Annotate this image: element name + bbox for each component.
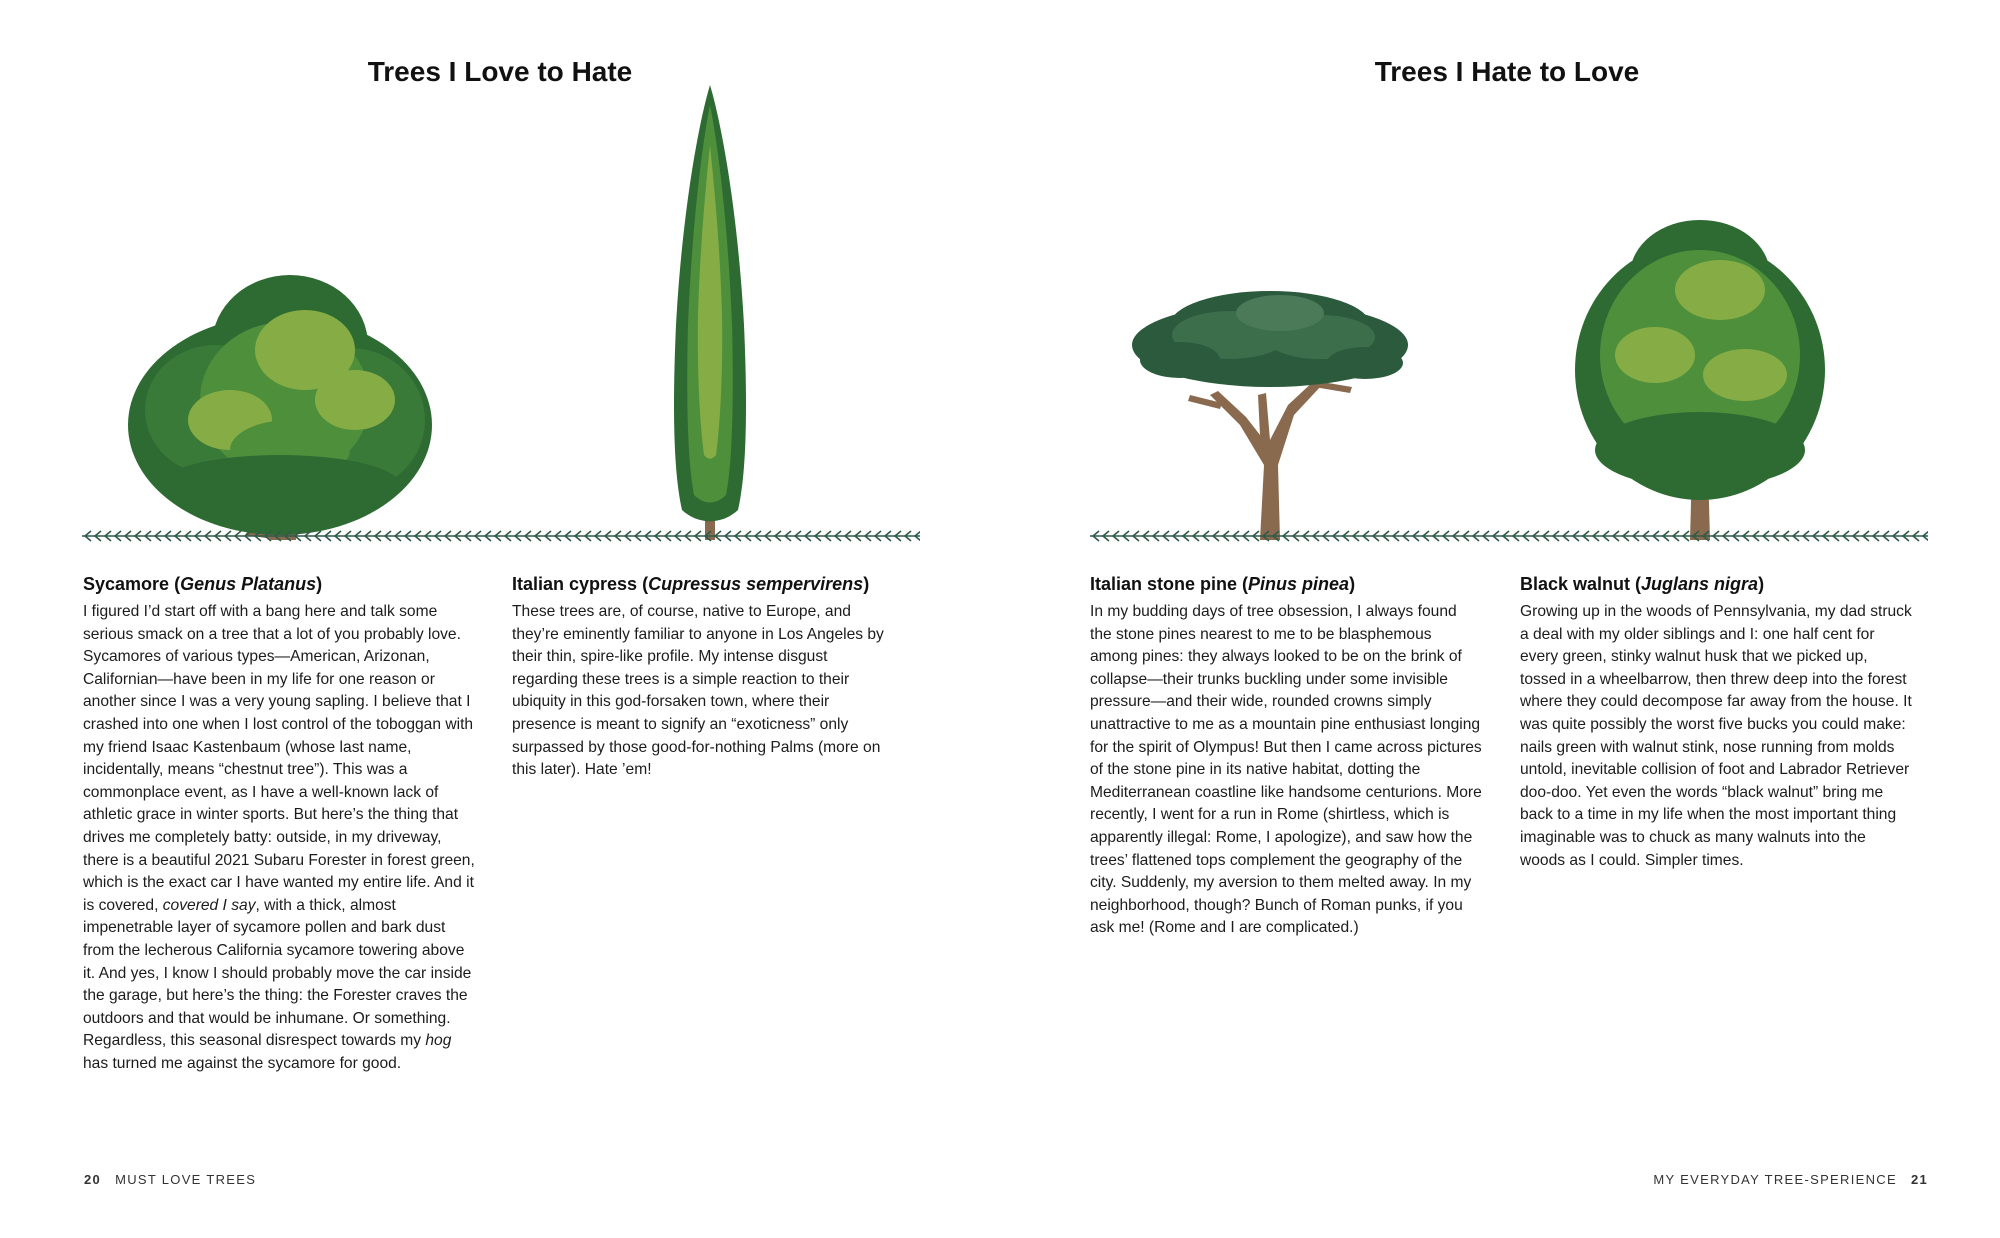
black-walnut-illustration bbox=[1570, 215, 1830, 540]
sycamore-heading: Sycamore (Genus Platanus) bbox=[83, 574, 323, 594]
left-page-number: 20 bbox=[84, 1172, 102, 1187]
italian-stone-pine-body: In my budding days of tree obsession, I always found the stone pines nearest to me to be blasphemous among pines: they always looked to be on the brink of collapse—their trunks buckling under some invisible pressure—and their wide, rounded crowns simply unattractive to me as a mountain pine enthusiast longing for the spirit of Olympus! But then I came across pictures of the stone pine in its native habitat, dotting the Mediterranean coastline like handsome centurions. More recently, I went for a run in Rome (shirtless, which is apparently illegal: Rome, I apologize), and saw how the trees’ flattened tops complement the geography of the city. Suddenly, my aversion to them melted away. In my neighborhood, though? Bunch of Roman punks, if you ask me! (Rome and I are complicated.) bbox=[1090, 603, 1482, 937]
right-running-head: MY EVERYDAY TREE-SPERIENCE bbox=[1653, 1172, 1897, 1187]
black-walnut-body: Growing up in the woods of Pennsylvania, my dad struck a deal with my older siblings and I: one half cent for every green, stinky walnut husk that we picked up, tossed in a wheelbarrow, then threw deep into the forest where they could decompose far away from the house. It was quite possibly the worst five bucks you could make: nails green with walnut stink, nose running from molds untold, inevitable collision of foot and Labrador Retriever doo-doo. Yet even the words “black walnut” bring me back to a time in my life when the most important thing imaginable was to chuck as many walnuts into the woods as I could. Simpler times. bbox=[1520, 603, 1912, 869]
left-ground-line bbox=[82, 528, 920, 544]
left-running-head: MUST LOVE TREES bbox=[115, 1172, 257, 1187]
italian-cypress-heading: Italian cypress (Cupressus sempervirens) bbox=[512, 574, 870, 594]
left-page-title: Trees I Love to Hate bbox=[367, 56, 633, 87]
right-folio bbox=[1653, 1172, 1928, 1187]
right-page-number: 21 bbox=[1910, 1172, 1928, 1187]
black-walnut-heading: Black walnut (Juglans nigra) bbox=[1520, 574, 1765, 594]
italian-cypress-illustration bbox=[660, 85, 760, 540]
right-ground-line bbox=[1090, 528, 1928, 544]
left-folio bbox=[84, 1172, 256, 1187]
right-page-title: Trees I Hate to Love bbox=[1374, 56, 1640, 87]
italian-stone-pine-illustration bbox=[1120, 275, 1420, 540]
italian-cypress-body: These trees are, of course, native to Europe, and they’re eminently familiar to anyone in Los Angeles by their thin, spire-like profile. My intense disgust regarding these trees is a simple reaction to their ubiquity in this god-forsaken town, where their presence is meant to signify an “exoticness” only surpassed by those good-for-nothing Palms (more on this later). Hate ’em! bbox=[512, 603, 884, 779]
sycamore-illustration bbox=[120, 250, 450, 540]
italian-stone-pine-heading: Italian stone pine (Pinus pinea) bbox=[1090, 574, 1356, 594]
sycamore-body: I figured I’d start off with a bang here and talk some serious smack on a tree that a lot of you probably love. Sycamores of various types—American, Arizonan, Californian—have been in my life for one reason or another since I was a very young sapling. I believe that I crashed into one when I lost control of the toboggan with my friend Isaac Kastenbaum (whose last name, incidentally, means “chestnut tree”). This was a commonplace event, as I have a well-known lack of athletic grace in winter sports. But here’s the thing that drives me completely batty: outside, in my driveway, there is a beautiful 2021 Subaru Forester in forest green, which is the exact car I have wanted my entire life. And it is covered, covered I say, with a thick, almost impenetrable layer of sycamore pollen and bark dust from the lecherous California sycamore towering above it. And yes, I know I should probably move the car inside the garage, but here’s the thing: the Forester craves the outdoors and that would be inhumane. Or something. Regardless, this seasonal disrespect towards my hog has turned me against the sycamore for good. bbox=[83, 603, 475, 1072]
